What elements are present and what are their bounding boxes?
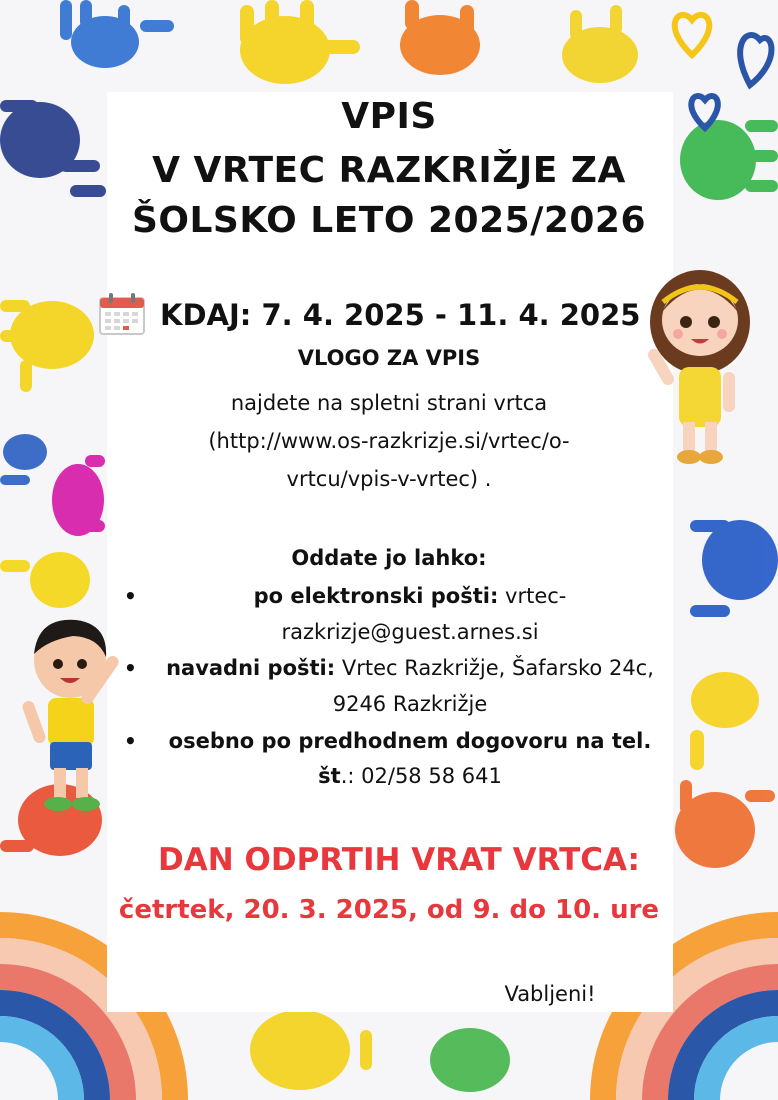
submit-item-email-value: vrtec- <box>498 584 567 608</box>
handprint-yellow-bottom <box>250 1010 372 1090</box>
handprint-yellow-right <box>562 5 638 83</box>
bullet-marker: • <box>124 584 137 608</box>
application-heading: VLOGO ZA VPIS <box>297 346 481 370</box>
submit-item-person-label: osebno po predhodnem dogovoru na tel. <box>168 729 652 753</box>
submit-item-post-cont: 9246 Razkrižje <box>332 692 488 716</box>
application-link-line-2[interactable]: vrtcu/vpis-v-vrtec) . <box>286 467 492 491</box>
submit-item-post-value: Vrtec Razkrižje, Šafarsko 24c, <box>335 656 654 680</box>
registration-dates: KDAJ: 7. 4. 2025 - 11. 4. 2025 <box>160 298 641 332</box>
open-day-heading: DAN ODPRTIH VRAT VRTCA: <box>158 842 640 878</box>
submit-item-email <box>200 584 620 608</box>
submit-item-person <box>150 729 670 753</box>
handprint-green-bottom <box>430 1028 510 1092</box>
submit-item-post-label: navadni pošti: <box>166 656 336 680</box>
calendar-icon <box>98 292 146 336</box>
title-line-2: V VRTEC RAZKRIŽJE ZA <box>152 150 626 191</box>
submit-item-email-cont[interactable]: razkrizje@guest.arnes.si <box>281 620 539 644</box>
handprint-yellow-top <box>240 0 360 84</box>
submit-item-person-cont <box>150 764 670 788</box>
submit-item-post <box>150 656 670 680</box>
handprint-orange-top <box>400 0 480 75</box>
closing-text: Vabljeni! <box>504 982 596 1006</box>
submit-item-person-phone-label: št <box>318 764 341 788</box>
handprint-blue <box>60 0 174 68</box>
title-line-1: VPIS <box>341 96 437 137</box>
handprint-yellow-right2 <box>690 672 759 770</box>
submit-item-person-phone: .: 02/58 58 641 <box>340 764 502 788</box>
bullet-marker: • <box>124 656 137 680</box>
open-day-date: četrtek, 20. 3. 2025, od 9. do 10. ure <box>118 895 660 925</box>
submit-heading: Oddate jo lahko: <box>291 546 487 570</box>
application-line-1: najdete na spletni strani vrtca <box>230 391 548 415</box>
bullet-marker: • <box>124 729 137 753</box>
girl-illustration <box>645 262 755 472</box>
boy-illustration <box>18 612 138 820</box>
handprint-orange-right <box>675 780 775 868</box>
title-line-3: ŠOLSKO LETO 2025/2026 <box>131 200 647 241</box>
submit-item-email-label: po elektronski pošti: <box>253 584 499 608</box>
application-link-line-1[interactable]: (http://www.os-razkrizje.si/vrtec/o- <box>208 429 570 453</box>
